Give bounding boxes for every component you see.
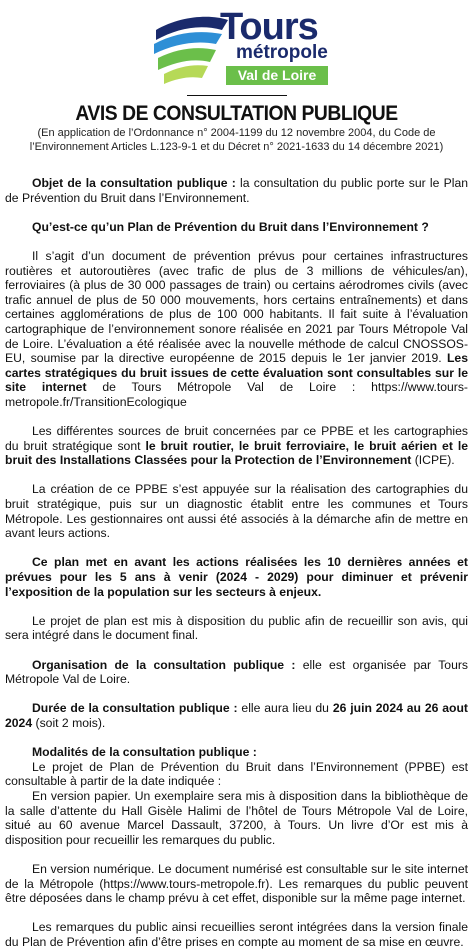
paragraph-creation: La création de ce PPBE s’est appuyée sur la réalisation des cartographies du bruit stratégique, puis sur un diagnostic établit entre les communes et Tours Métropole. Les gestionnaires ont aussi été associés à la démarche afin de mettre en avant leurs actions. — [5, 482, 468, 541]
logo-wordmark-val-de-loire: Val de Loire — [226, 66, 328, 85]
text-sources-end: (ICPE). — [411, 453, 455, 468]
question-heading — [5, 220, 468, 235]
text-organisation: elle est organisée par Tours Métropole Val de Loire. — [5, 657, 468, 687]
label-object: Objet de la consultation publique : — [32, 176, 236, 190]
label-modalities: Modalités de la consultation publique : — [32, 745, 257, 760]
logo-swoosh-icon — [150, 10, 230, 88]
paragraph-duration — [5, 701, 468, 730]
text-sources: Les différentes sources de bruit concernées par ce PPBE et les cartographies du bruit stratégique sont — [5, 424, 468, 453]
title-divider — [187, 95, 287, 96]
text-sources-bold: le bruit routier, le bruit ferroviaire, le bruit aérien et le bruit des Installations Classées pour la Protection de l’Environnement — [5, 438, 468, 468]
paragraph-digital-version: En version numérique. Le document numérisé est consultable sur le site internet de la Métropole (https://www.tours-metropole.fr). Les remarques du public peuvent être déposées dans le champ prévu à cet effet, disponible sur la même page internet. — [5, 861, 468, 906]
paragraph-object — [5, 176, 468, 205]
question-text: Qu’est-ce qu’un Plan de Prévention du Bruit dans l’Environnement ? — [32, 219, 429, 234]
page-title: AVIS DE CONSULTATION PUBLIQUE — [75, 102, 398, 125]
paragraph-organisation — [5, 658, 468, 687]
label-duration: Durée de la consultation publique : — [32, 701, 238, 716]
paragraph-project: Le projet de plan est mis à disposition du public afin de recueillir son avis, qui sera intégré dans le document final. — [5, 613, 468, 643]
logo-wordmark-metropole: métropole — [236, 42, 328, 63]
text-duration-end: (soit 2 mois). — [32, 715, 106, 730]
legal-references: (En application de l’Ordonnance n° 2004-1199 du 12 novembre 2004, du Code de l’Environnement Articles L.123-9-1 et du Décret n° 2021-1633 du 14 décembre 2021) — [29, 127, 444, 153]
paragraph-actions — [5, 555, 468, 599]
paragraph-modalities: Le projet de Plan de Prévention du Bruit dans l’Environnement (PPBE) est consultable à partir de la date indiquée : — [5, 759, 468, 789]
text-duration-dates: 26 juin 2024 au 26 aout 2024 — [5, 701, 468, 730]
paragraph-final: Les remarques du public ainsi recueillies seront intégrées dans la version finale du Plan de Prévention afin d’être prises en compte au moment de sa mise en œuvre. — [5, 920, 468, 949]
text-maps-link: de Tours Métropole Val de Loire : https://www.tours-metropole.fr/TransitionEcologique — [5, 380, 468, 409]
text-actions-bold: Ce plan met en avant les actions réalisées les 10 dernières années et prévues pour les 5 ans à venir (2024 - 2029) pour diminuer et prévenir l’exposition de la population sur les secteurs à enjeux. — [5, 555, 468, 599]
paragraph-paper-version: En version papier. Un exemplaire sera mis à disposition dans la bibliothèque de la salle d’attente du Hall Gisèle Halimi de l’hôtel de Tours Métropole Val de Loire, situé au 60 avenue Marcel Dassault, 37200, à Tours. Un livre d’Or est mis à disposition pour recueillir les remarques du public. — [5, 788, 468, 847]
paragraph-modalities-label — [5, 745, 468, 760]
text-duration: elle aura lieu du — [237, 701, 333, 716]
paragraph-definition — [5, 249, 468, 410]
text-maps-bold: Les cartes stratégiques du bruit issues de cette évaluation sont consultables sur le site internet — [5, 351, 468, 395]
logo-wordmark-tours: Tours — [220, 6, 318, 48]
label-organisation: Organisation de la consultation publique : — [32, 657, 296, 672]
notice-body — [5, 176, 468, 949]
paragraph-sources — [5, 424, 468, 468]
text-definition: Il s’agit d’un document de prévention prévus pour certaines infrastructures routières et autoroutières (avec trafic de plus de 3 millions de véhicules/an), ferroviaires (à plus de 30 000 passages de train) ou certains aérodromes civils (avec trafic annuel de plus de 50 000 mouvements, hors certains entraînements) et dans certaines agglomérations de plus de 100 000 habitants. Il fait suite à l’évaluation cartographique de l’environnement sonore réalisée en 2021 par Tours Métropole Val de Loire. L’évaluation a été réalisée avec la nouvelle méthode de calcul CNOSSOS-EU, soumise par la directive européenne de 2015 depuis le 1er janvier 2019. — [5, 248, 468, 366]
text-object: la consultation du public porte sur le Plan de Prévention du Bruit dans l’Environnement. — [5, 176, 468, 205]
tours-metropole-logo — [150, 6, 340, 88]
